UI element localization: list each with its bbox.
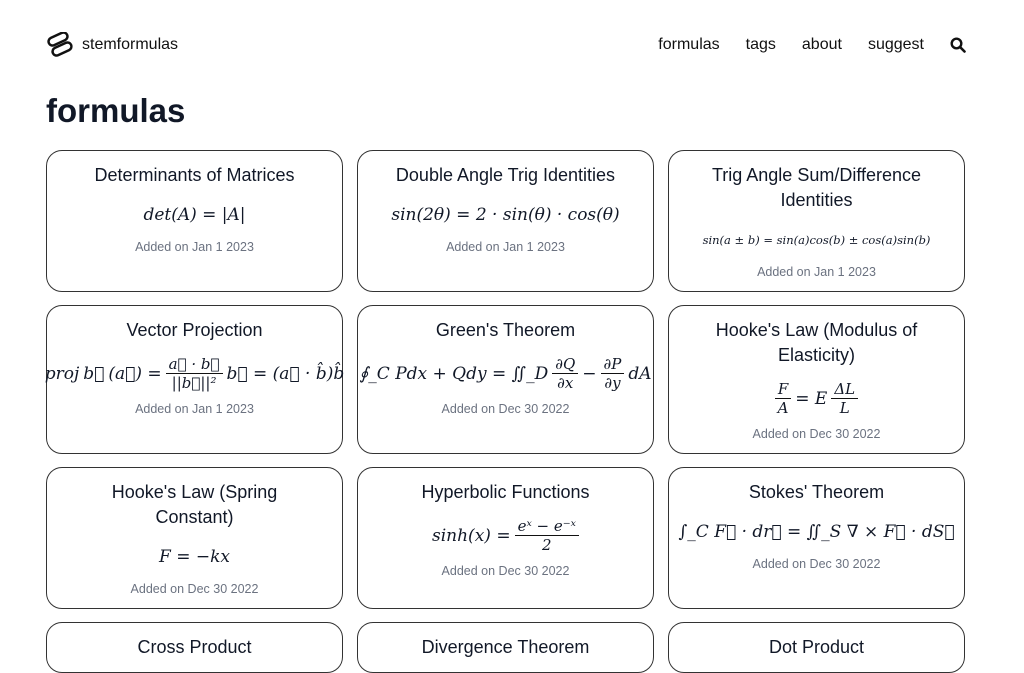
card-formula: [159, 542, 230, 572]
formula-part: sin(2θ) = 2 · sin(θ) · cos(θ): [391, 205, 620, 225]
card-date: Added on Jan 1 2023: [135, 240, 254, 254]
formula-part: proj: [44, 363, 80, 384]
formula-card[interactable]: [668, 467, 965, 609]
card-date: Added on Jan 1 2023: [757, 265, 876, 279]
fraction-denominator: A: [777, 399, 789, 417]
logo-text: stemformulas: [82, 36, 179, 53]
formula-part: sin(a ± b) = sin(a)cos(b) ± cos(a)sin(b): [702, 233, 931, 247]
card-formula: [432, 517, 579, 554]
formula-card[interactable]: [668, 622, 965, 673]
formula-card[interactable]: [46, 622, 343, 673]
card-formula: [775, 380, 858, 417]
formula-fraction: [601, 355, 625, 392]
nav-formulas[interactable]: formulas: [658, 36, 720, 53]
card-title: Dot Product: [768, 637, 865, 657]
card-title: Cross Product: [137, 637, 252, 657]
formula-card[interactable]: [668, 305, 965, 454]
card-date: Added on Dec 30 2022: [441, 564, 570, 578]
formula-card[interactable]: [46, 150, 343, 292]
card-formula: [45, 355, 344, 392]
card-date: Added on Dec 30 2022: [130, 582, 259, 596]
logo-icon: [46, 32, 74, 58]
fraction-denominator: L: [839, 399, 850, 417]
formula-part: ∮_C Pdx + Qdy = ∬_D: [359, 363, 549, 384]
fraction-denominator: ||b⃗||²: [171, 374, 217, 392]
formula-grid: [46, 150, 966, 673]
formula-part: (a⃗) =: [108, 363, 162, 384]
card-title: Green's Theorem: [435, 320, 576, 340]
card-formula: [359, 355, 651, 392]
formula-part: b⃗: [83, 363, 105, 384]
formula-card[interactable]: [357, 305, 654, 454]
main-nav: [658, 36, 966, 54]
formula-part: det(A) = |A|: [143, 205, 246, 225]
fraction-denominator: ∂x: [557, 374, 574, 392]
fraction-numerator: F: [775, 380, 791, 399]
formula-card[interactable]: [668, 150, 965, 292]
card-title: Vector Projection: [126, 320, 263, 340]
formula-part: b⃗ = (a⃗ · b̂)b̂: [226, 363, 345, 384]
formula-part: sinh(x) =: [432, 525, 511, 546]
formula-fraction: [831, 380, 858, 417]
card-title: Stokes' Theorem: [748, 482, 885, 502]
formula-card[interactable]: [357, 622, 654, 673]
fraction-denominator: 2: [542, 536, 552, 554]
card-formula: [391, 200, 619, 230]
card-date: Added on Dec 30 2022: [752, 557, 881, 571]
fraction-numerator: eˣ − e⁻ˣ: [515, 517, 579, 536]
formula-card[interactable]: [46, 305, 343, 454]
card-date: Added on Jan 1 2023: [135, 402, 254, 416]
card-title: Hyperbolic Functions: [421, 482, 590, 502]
formula-part: −: [582, 363, 597, 384]
card-title: Determinants of Matrices: [94, 165, 295, 185]
card-title: Trig Angle Sum/Difference Identities: [711, 165, 922, 210]
page-title: formulas: [46, 92, 186, 129]
formula-card[interactable]: [357, 467, 654, 609]
formula-card[interactable]: [357, 150, 654, 292]
card-date: Added on Dec 30 2022: [441, 402, 570, 416]
card-date: Added on Dec 30 2022: [752, 427, 881, 441]
fraction-denominator: ∂y: [604, 374, 621, 392]
formula-part: F = −kx: [159, 547, 230, 567]
card-title: Divergence Theorem: [421, 637, 590, 657]
search-icon[interactable]: [950, 37, 966, 53]
formula-fraction: [166, 355, 223, 392]
nav-tags[interactable]: tags: [745, 36, 776, 53]
formula-fraction: [515, 517, 579, 554]
fraction-numerator: ΔL: [831, 380, 858, 399]
formula-part: ∫_C F⃗ · dr⃗ = ∬_S ∇ × F⃗ · dS⃗: [678, 522, 955, 542]
nav-about[interactable]: about: [801, 36, 842, 53]
formula-card[interactable]: [46, 467, 343, 609]
formula-part: = E: [795, 388, 828, 409]
fraction-numerator: ∂P: [601, 355, 625, 374]
formula-fraction: [775, 380, 791, 417]
site-header: [46, 30, 966, 60]
card-formula: [678, 517, 954, 547]
card-formula: [703, 225, 931, 255]
formula-part: dA: [628, 363, 652, 384]
card-title: Hooke's Law (Spring Constant): [111, 482, 278, 527]
fraction-numerator: a⃗ · b⃗: [166, 355, 223, 374]
card-title: Double Angle Trig Identities: [395, 165, 616, 185]
logo-link[interactable]: [46, 32, 178, 58]
nav-suggest[interactable]: suggest: [867, 36, 924, 53]
card-title: Hooke's Law (Modulus of Elasticity): [715, 320, 918, 365]
card-date: Added on Jan 1 2023: [446, 240, 565, 254]
formula-fraction: [552, 355, 578, 392]
fraction-numerator: ∂Q: [552, 355, 578, 374]
card-formula: [143, 200, 245, 230]
